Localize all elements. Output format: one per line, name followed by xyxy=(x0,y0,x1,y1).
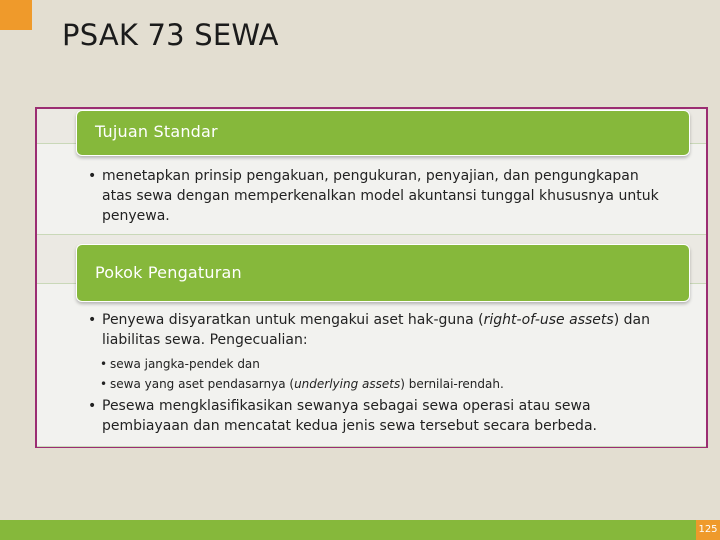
bullet-1-text-b: ) dan liabilitas sewa. Pengecualian: xyxy=(102,312,650,348)
section-2-bullet-1 xyxy=(88,310,678,350)
page-number: 125 xyxy=(696,520,720,540)
section-2-header xyxy=(76,244,690,302)
section-1-header xyxy=(76,110,690,156)
bullet-1-text-italic: right-of-use assets xyxy=(483,312,614,328)
corner-accent xyxy=(0,0,32,30)
sub-2-text-b: ) bernilai-rendah. xyxy=(400,377,504,391)
section-2-body xyxy=(88,310,678,436)
sub-2-text-a: sewa yang aset pendasarnya ( xyxy=(110,377,295,391)
section-2-bullet-2: • Pesewa mengklasifikasikan sewanya sebagai sewa operasi atau sewa pembiayaan dan mencatat kedua jenis sewa tersebut secara berbeda. xyxy=(88,396,678,436)
section-1-body xyxy=(88,166,668,226)
sub-list xyxy=(88,354,678,394)
section-1-header-label: Tujuan Standar xyxy=(95,122,218,141)
sub-bullet-2 xyxy=(88,374,678,394)
content-frame xyxy=(35,107,708,448)
bottom-bar xyxy=(0,520,720,540)
slide-title: PSAK 73 SEWA xyxy=(62,18,279,52)
sub-2-text-italic: underlying assets xyxy=(294,377,401,391)
section-2-header-label: Pokok Pengaturan xyxy=(95,263,242,282)
sub-bullet-1: • sewa jangka-pendek dan xyxy=(88,354,678,374)
bullet-1-text-a: Penyewa disyaratkan untuk mengakui aset hak-guna ( xyxy=(102,312,484,328)
section-1-bullet: • menetapkan prinsip pengakuan, pengukuran, penyajian, dan pengungkapan atas sewa dengan memperkenalkan model akuntansi tunggal khususnya untuk penyewa. xyxy=(88,166,668,226)
